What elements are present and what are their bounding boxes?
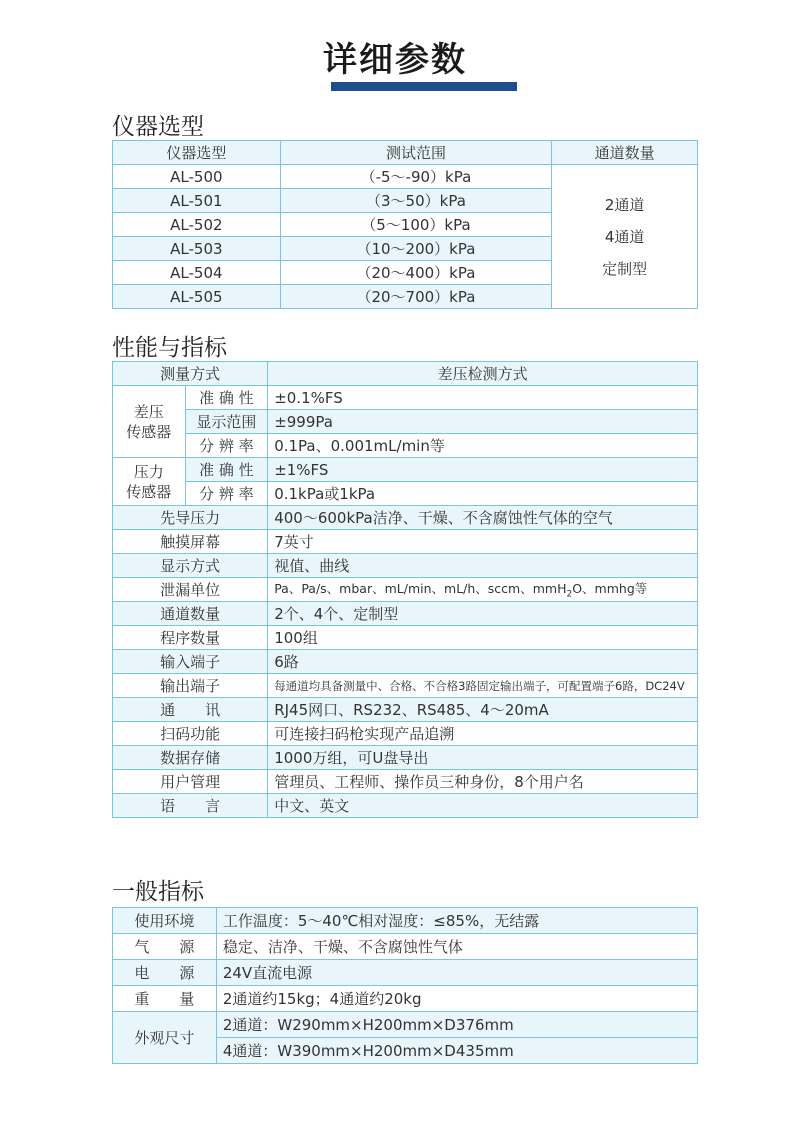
table-row [113, 626, 698, 650]
param-label: 数据存储 [113, 746, 268, 770]
param-label: 准 确 性 [185, 458, 268, 482]
param-value: 7英寸 [268, 530, 698, 554]
param-value: ±0.1%FS [268, 386, 698, 410]
param-label: 电 源 [113, 960, 217, 986]
param-value: 中文、英文 [268, 794, 698, 818]
model-cell: AL-500 [113, 165, 281, 189]
param-label: 扫码功能 [113, 722, 268, 746]
param-label: 显示方式 [113, 554, 268, 578]
range-cell: （-5～-90）kPa [280, 165, 552, 189]
leak-units: Pa、Pa/s、mbar、mL/min、mL/h、sccm、mmH [274, 581, 567, 597]
table-header-row [113, 362, 698, 386]
range-cell: （10～200）kPa [280, 237, 552, 261]
model-cell: AL-505 [113, 285, 281, 309]
param-value: 400～600kPa洁净、干燥、不含腐蚀性气体的空气 [268, 506, 698, 530]
label-text: 传感器 [126, 482, 172, 501]
model-table [112, 140, 698, 309]
table-row [113, 650, 698, 674]
table-row [113, 530, 698, 554]
param-value: 100组 [268, 626, 698, 650]
table-row [113, 746, 698, 770]
param-label: 通道数量 [113, 602, 268, 626]
param-label: 程序数量 [113, 626, 268, 650]
table-row [113, 578, 698, 602]
param-value: 稳定、洁净、干燥、不含腐蚀性气体 [216, 934, 697, 960]
table-row [113, 506, 698, 530]
range-cell: （20～400）kPa [280, 261, 552, 285]
table-row [113, 602, 698, 626]
param-label: 重 量 [113, 986, 217, 1012]
table-row [113, 908, 698, 934]
table-row [113, 770, 698, 794]
param-value: 24V直流电源 [216, 960, 697, 986]
performance-table [112, 361, 698, 818]
param-label: 分 辨 率 [185, 482, 268, 506]
param-label: 分 辨 率 [185, 434, 268, 458]
table-row [113, 165, 698, 189]
channel-option: 定制型 [602, 259, 648, 278]
section-title-models: 仪器选型 [112, 114, 204, 140]
param-label: 泄漏单位 [113, 578, 268, 602]
param-value: 2个、4个、定制型 [268, 602, 698, 626]
diff-sensor-label [113, 386, 186, 458]
header-range: 测试范围 [280, 141, 552, 165]
param-label: 输入端子 [113, 650, 268, 674]
param-value: 0.1Pa、0.001mL/min等 [268, 434, 698, 458]
param-value: 0.1kPa或1kPa [268, 482, 698, 506]
param-value: ±999Pa [268, 410, 698, 434]
table-row [113, 674, 698, 698]
leak-subscript: 2 [566, 589, 573, 600]
section-title-general: 一般指标 [112, 879, 204, 905]
table-row [113, 554, 698, 578]
channel-option: 4通道 [604, 227, 645, 246]
param-value: 管理员、工程师、操作员三种身份，8个用户名 [268, 770, 698, 794]
param-label: 触摸屏幕 [113, 530, 268, 554]
param-label: 气 源 [113, 934, 217, 960]
range-cell: （3～50）kPa [280, 189, 552, 213]
table-row [113, 482, 698, 506]
section-title-performance: 性能与指标 [112, 335, 227, 361]
table-row [113, 434, 698, 458]
label-text: 差压 [133, 402, 164, 421]
param-value: 2通道：W290mm×H200mm×D376mm [216, 1012, 697, 1038]
title-underline [331, 82, 517, 91]
press-sensor-label [113, 458, 186, 506]
param-value: 2通道约15kg；4通道约20kg [216, 986, 697, 1012]
range-cell: （5～100）kPa [280, 213, 552, 237]
param-label: 准 确 性 [185, 386, 268, 410]
param-label: 使用环境 [113, 908, 217, 934]
param-value [268, 578, 698, 602]
channel-option: 2通道 [604, 195, 645, 214]
param-value: 视值、曲线 [268, 554, 698, 578]
table-row [113, 1012, 698, 1038]
table-row [113, 410, 698, 434]
label-text: 压力 [133, 462, 164, 481]
param-label: 显示范围 [185, 410, 268, 434]
param-value: 1000万组，可U盘导出 [268, 746, 698, 770]
leak-units-tail: O、mmhg等 [572, 581, 648, 597]
general-table [112, 907, 698, 1064]
table-row [113, 794, 698, 818]
model-cell: AL-501 [113, 189, 281, 213]
model-cell: AL-502 [113, 213, 281, 237]
table-header-row [113, 141, 698, 165]
table-row [113, 722, 698, 746]
param-value: 6路 [268, 650, 698, 674]
param-value: 可连接扫码枪实现产品追溯 [268, 722, 698, 746]
param-value: RJ45网口、RS232、RS485、4～20mA [268, 698, 698, 722]
param-label: 用户管理 [113, 770, 268, 794]
param-label: 先导压力 [113, 506, 268, 530]
param-label: 语 言 [113, 794, 268, 818]
header-channels: 通道数量 [552, 141, 698, 165]
param-label: 外观尺寸 [113, 1012, 217, 1064]
channels-cell [552, 165, 698, 309]
param-value: 4通道：W390mm×H200mm×D435mm [216, 1038, 697, 1064]
table-row [113, 960, 698, 986]
param-label: 通 讯 [113, 698, 268, 722]
table-row [113, 698, 698, 722]
param-value: ±1%FS [268, 458, 698, 482]
header-model: 仪器选型 [113, 141, 281, 165]
table-row [113, 934, 698, 960]
model-cell: AL-504 [113, 261, 281, 285]
label-text: 传感器 [126, 422, 172, 441]
range-cell: （20～700）kPa [280, 285, 552, 309]
table-row [113, 386, 698, 410]
param-label: 输出端子 [113, 674, 268, 698]
table-row [113, 458, 698, 482]
page-title: 详细参数 [323, 40, 467, 80]
model-cell: AL-503 [113, 237, 281, 261]
table-row [113, 986, 698, 1012]
param-value: 每通道均具备测量中、合格、不合格3路固定输出端子，可配置端子6路，DC24V [268, 674, 698, 698]
header-measure: 测量方式 [113, 362, 268, 386]
header-method: 差压检测方式 [268, 362, 698, 386]
param-value: 工作温度：5～40℃相对湿度：≤85%，无结露 [216, 908, 697, 934]
